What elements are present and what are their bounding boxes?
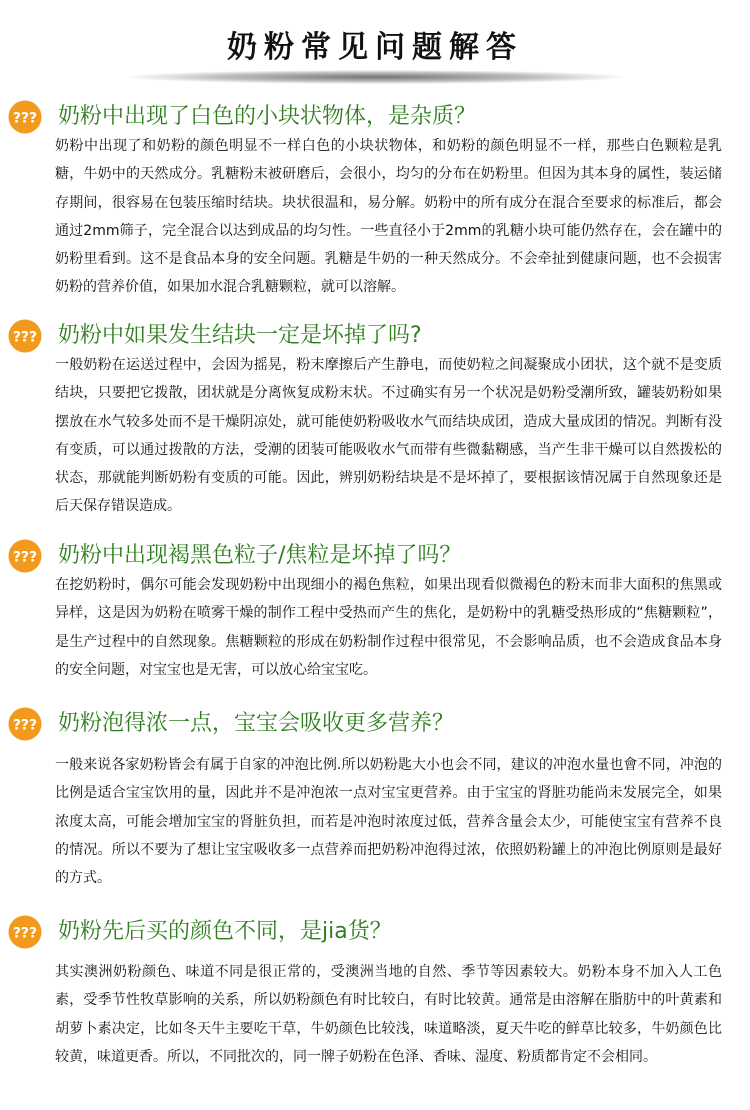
answer-text: 一般来说各家奶粉皆会有属于自家的冲泡比例.所以奶粉匙大小也会不同，建议的冲泡水量也會不同，冲泡的比例是适合宝宝饮用的量，因此并不是冲泡浓一点对宝宝更营养。由于宝宝的肾脏功能尚未发展完全，如果浓度太高，可能会增加宝宝的肾脏负担，而若是冲泡时浓度过低，营养含量会太少，可能使宝宝有营养不良的情况。所以不要为了想让宝宝吸收多一点营养而把奶粉冲泡得过浓，依照奶粉罐上的冲泡比例原则是最好的方式。 — [55, 757, 722, 887]
svg-text:???: ??? — [12, 717, 38, 734]
page-title: 奶粉常见问题解答 — [227, 30, 523, 65]
question-bubble-icon — [7, 99, 43, 135]
qa-section-1 — [0, 99, 750, 296]
answer-text: 在挖奶粉时，偶尔可能会发现奶粉中出现细小的褐色焦粒，如果出现看似微褐色的粉末而非大面积的焦黑或异样，这是因为奶粉在喷雾干燥的制作工程中受热而产生的焦化，是奶粉中的乳糖受热形成的“焦糖颗粒”，是生产过程中的自然现象。焦糖颗粒的形成在奶粉制作过程中很常见，不会影响品质，也不会造成食品本身的安全问题，对宝宝也是无害，可以放心给宝宝吃。 — [55, 577, 722, 678]
question-bubble-icon — [7, 538, 43, 574]
svg-text:???: ??? — [12, 549, 38, 566]
svg-text:???: ??? — [12, 925, 38, 942]
answer-text: 一般奶粉在运送过程中，会因为摇晃，粉末摩擦后产生静电，而使奶粒之间凝聚成小团状，这个就不是变质结块，只要把它拨散，团状就是分离恢复成粉末状。不过确实有另一个状况是奶粉受潮所致，罐装奶粉如果摆放在水气较多处而不是干燥阴凉处，就可能使奶粉吸收水气而结块成团，造成大量成团的情况。判断有没有变质，可以通过拨散的方法，受潮的团装可能吸收水气而带有些微黏糊感，当产生非干燥可以自然拨松的状态，那就能判断奶粉有变质的可能。因此，辨别奶粉结块是不是坏掉了，要根据该情况属于自然现象还是后天保存错误造成。 — [55, 357, 722, 515]
svg-text:???: ??? — [12, 329, 38, 346]
question-bubble-icon — [7, 914, 43, 950]
question-bubble-icon — [7, 706, 43, 742]
answer-text: 奶粉中出现了和奶粉的颜色明显不一样白色的小块状物体，和奶粉的颜色明显不一样，那些白色颗粒是乳糖，牛奶中的天然成分。乳糖粉末被研磨后，会很小，均匀的分布在奶粉里。但因为其本身的属性，装运储存期间，很容易在包装压缩时结块。块状很温和，易分解。奶粉中的所有成分在混合至要求的标准后，都会通过2mm筛子，完全混合以达到成品的均匀性。一些直径小于2mm的乳糖小块可能仍然存在，会在罐中的奶粉里看到。这不是食品本身的安全问题。乳糖是牛奶的一种天然成分。不会牵扯到健康问题，也不会损害奶粉的营养价值，如果加水混合乳糖颗粒，就可以溶解。 — [55, 138, 722, 296]
question-title: 奶粉泡得浓一点，宝宝会吸收更多营养？ — [58, 711, 455, 736]
title-underline-shadow — [128, 70, 624, 84]
question-row — [0, 99, 750, 135]
question-row — [0, 318, 750, 354]
question-title: 奶粉中出现了白色的小块状物体，是杂质？ — [58, 104, 477, 129]
question-title: 奶粉中如果发生结块一定是坏掉了吗? — [58, 323, 422, 348]
question-bubble-icon — [7, 318, 43, 354]
answer-text: 其实澳洲奶粉颜色、味道不同是很正常的，受澳洲当地的自然、季节等因素较大。奶粉本身不加入人工色素，受季节性牧草影响的关系，所以奶粉颜色有时比较白，有时比较黄。通常是由溶解在脂肪中的叶黄素和胡萝卜素决定，比如冬天牛主要吃干草，牛奶颜色比较浅，味道略淡，夏天牛吃的鲜草比较多，牛奶颜色比较黄，味道更香。所以，不同批次的，同一牌子奶粉在色泽、香味、湿度、粉质都肯定不会相同。 — [55, 964, 722, 1065]
question-row — [0, 538, 750, 574]
question-title: 奶粉先后买的颜色不同，是jia货？ — [58, 919, 392, 944]
qa-section-5 — [0, 914, 750, 1065]
qa-section-2 — [0, 318, 750, 515]
qa-section-4 — [0, 706, 750, 887]
qa-section-3 — [0, 538, 750, 678]
question-row — [0, 914, 750, 950]
question-title: 奶粉中出现褐黑色粒子/焦粒是坏掉了吗？ — [58, 543, 462, 568]
question-row — [0, 706, 750, 742]
svg-text:???: ??? — [12, 110, 38, 127]
